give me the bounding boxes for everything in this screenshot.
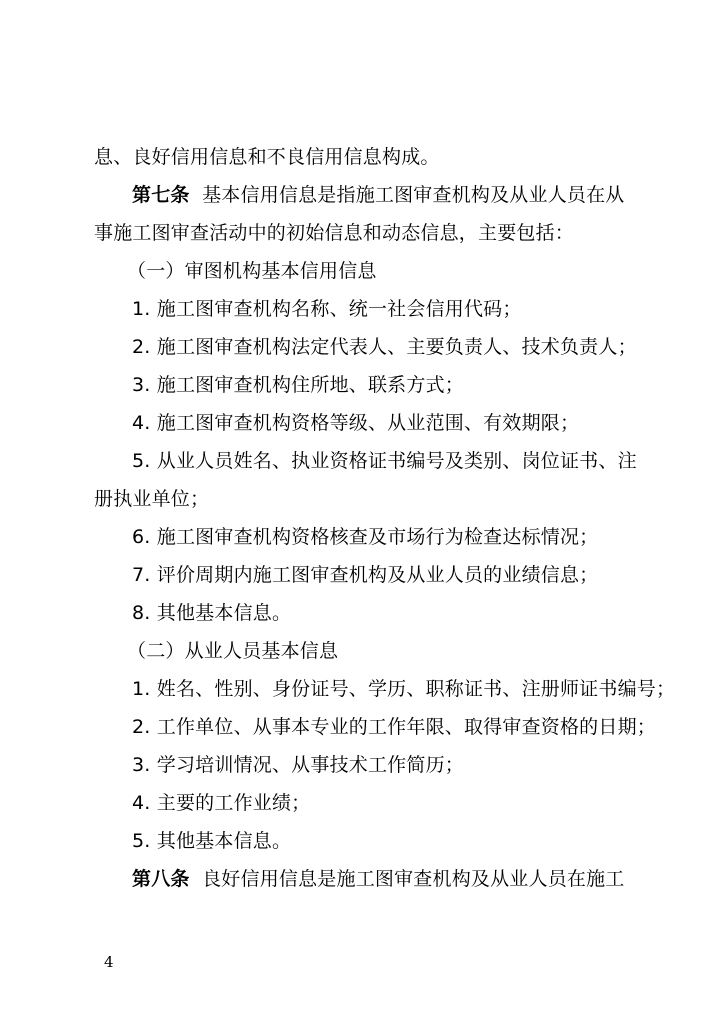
section-heading (127, 639, 338, 663)
list-item (132, 829, 291, 853)
page-number: 4 (104, 953, 114, 971)
article-number: 第八条 (132, 868, 190, 890)
article-heading-line (132, 867, 625, 891)
list-item (132, 449, 637, 473)
list-item (132, 677, 675, 701)
line-text: 良好信用信息是施工图审查机构及从业人员在施工 (202, 868, 625, 890)
line-text: 7. 评价周期内施工图审查机构及从业人员的业绩信息； (132, 564, 599, 586)
line-text: 事施工图审查活动中的初始信息和动态信息，主要包括： (94, 222, 575, 244)
list-item (132, 601, 291, 625)
article-heading-line (132, 183, 625, 207)
list-item (132, 335, 637, 359)
section-heading (127, 259, 377, 283)
line-text: 4. 主要的工作业绩； (132, 792, 311, 814)
line-text: 息、良好信用信息和不良信用信息构成。 (94, 146, 440, 168)
paragraph-line (94, 145, 440, 169)
line-text: （一）审图机构基本信用信息 (127, 260, 377, 282)
list-item (132, 411, 579, 435)
line-text: 2. 工作单位、从事本专业的工作年限、取得审查资格的日期； (132, 716, 656, 738)
line-text: 2. 施工图审查机构法定代表人、主要负责人、技术负责人； (132, 336, 637, 358)
line-text: 1. 姓名、性别、身份证号、学历、职称证书、注册师证书编号； (132, 678, 676, 700)
line-text: 册执业单位； (94, 488, 210, 510)
line-text: （二）从业人员基本信息 (127, 640, 339, 662)
line-text: 4. 施工图审查机构资格等级、从业范围、有效期限； (132, 412, 580, 434)
line-text: 5. 从业人员姓名、执业资格证书编号及类别、岗位证书、注 (132, 450, 637, 472)
paragraph-line (94, 221, 574, 245)
line-text: 3. 施工图审查机构住所地、联系方式； (132, 374, 464, 396)
list-item (132, 753, 464, 777)
line-text: 6. 施工图审查机构资格核查及市场行为检查达标情况； (132, 526, 599, 548)
list-item (132, 525, 598, 549)
list-item (132, 563, 598, 587)
list-item (132, 373, 464, 397)
list-item (132, 297, 522, 321)
line-text: 3. 学习培训情况、从事技术工作简历； (132, 754, 464, 776)
paragraph-line (94, 487, 209, 511)
list-item (132, 715, 656, 739)
line-text: 基本信用信息是指施工图审查机构及从业人员在从 (202, 184, 625, 206)
line-text: 5. 其他基本信息。 (132, 830, 292, 852)
article-number: 第七条 (132, 184, 190, 206)
line-text: 8. 其他基本信息。 (132, 602, 292, 624)
list-item (132, 791, 310, 815)
line-text: 1. 施工图审查机构名称、统一社会信用代码； (132, 298, 522, 320)
